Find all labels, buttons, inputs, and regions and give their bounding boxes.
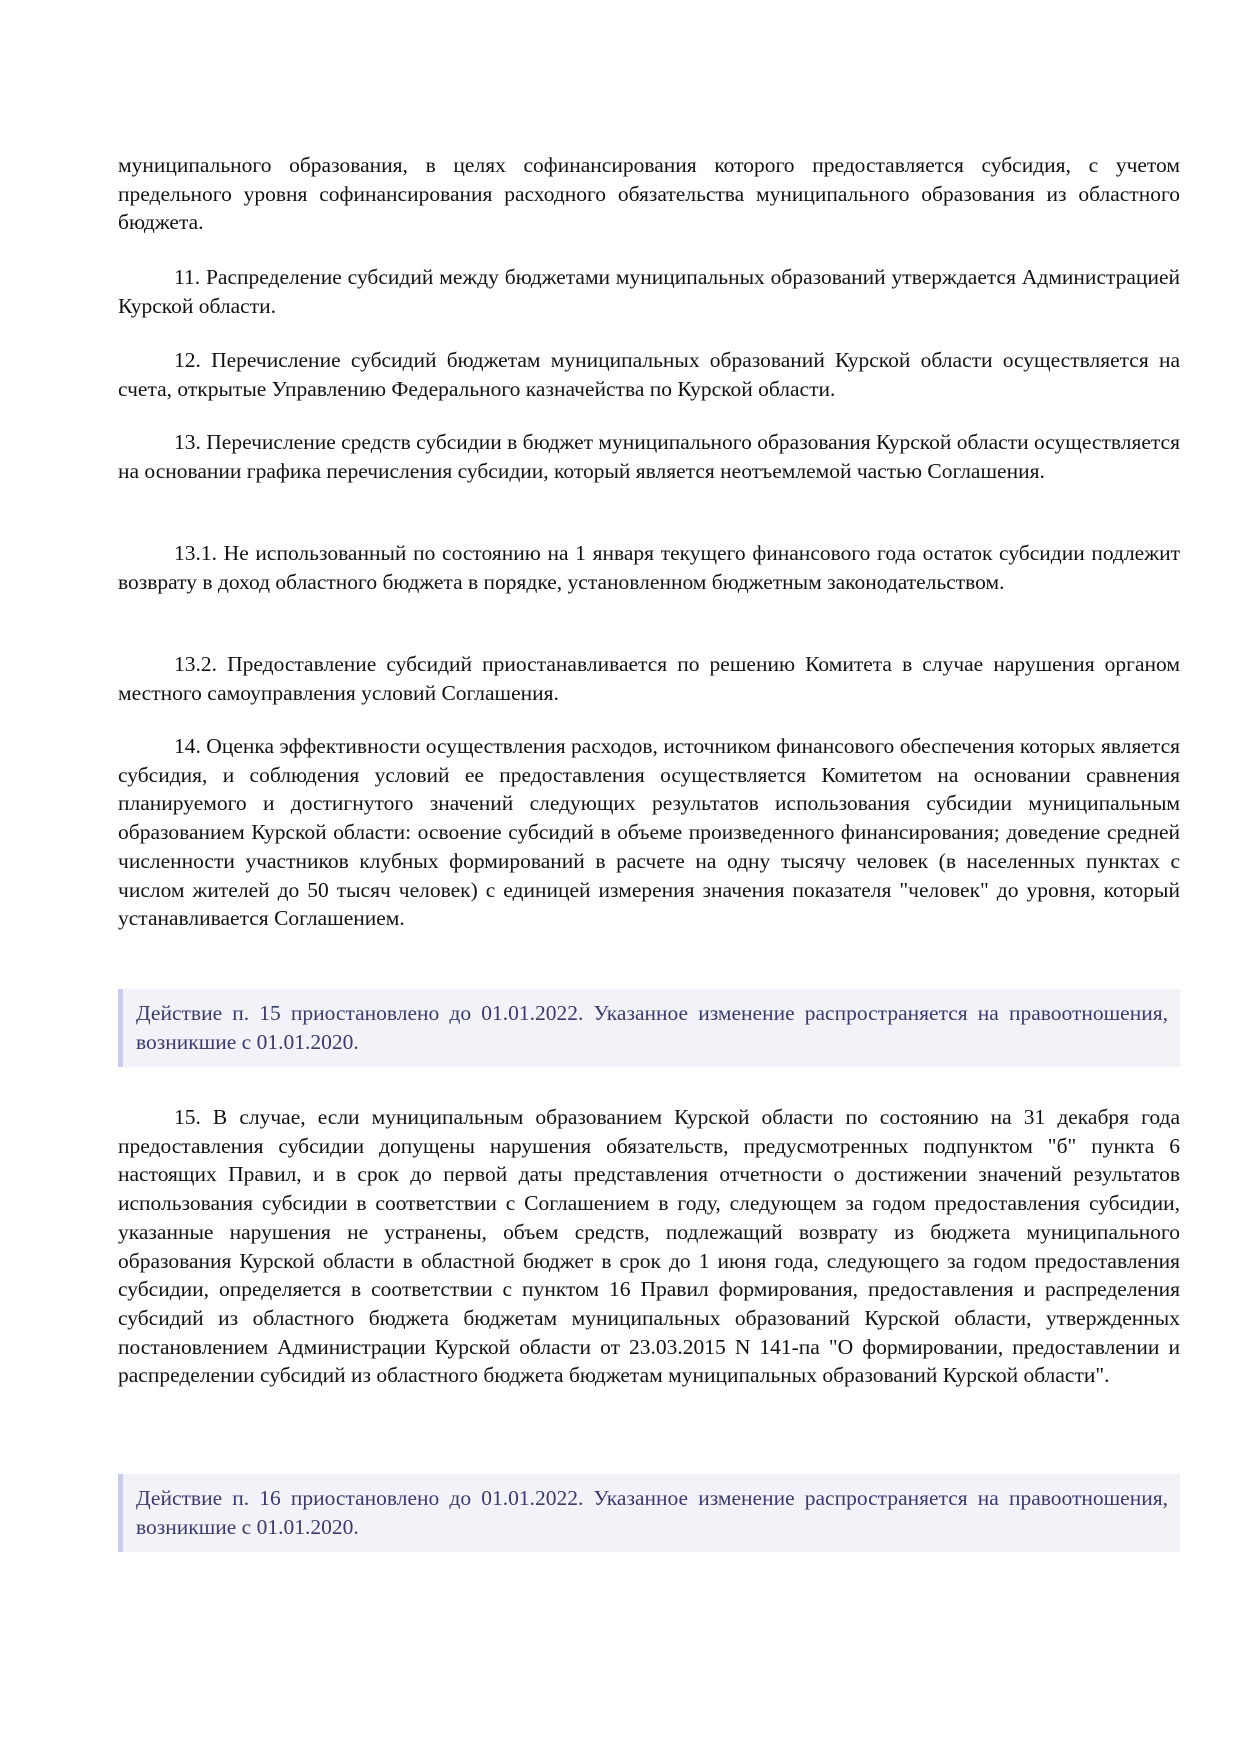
paragraph-continuation: муниципального образования, в целях софинансирования которого предоставляется субсидия, с учетом предельного уровня софинансирования расходного обязательства муниципального образования из областного бюджета. <box>118 153 1180 235</box>
paragraph-12: 12. Перечисление субсидий бюджетам муниципальных образований Курской области осуществляется на счета, открытые Управлению Федерального казначейства по Курской области. <box>118 348 1180 401</box>
paragraph-15: 15. В случае, если муниципальным образованием Курской области по состоянию на 31 декабря года предоставления субсидии допущены нарушения обязательств, предусмотренных подпунктом "б" пункта 6 настоящих Правил, и в срок до первой даты представления отчетности о достижении значений результатов использования субсидии в соответствии с Соглашением в году, следующем за годом предоставления субсидии, указанные нарушения не устранены, объем средств, подлежащий возврату из бюджета муниципального образования Курской области в областной бюджет в срок до 1 июня года, следующего за годом предоставления субсидии, определяется в соответствии с пунктом 16 Правил формирования, предоставления и распределения субсидий из областного бюджета бюджетам муниципальных образований Курской области, утвержденных постановлением Администрации Курской области от 23.03.2015 N 141-па "О формировании, предоставлении и распределении субсидий из областного бюджета бюджетам муниципальных образований Курской области". <box>118 1105 1180 1388</box>
suspension-note-15 <box>118 989 1180 1067</box>
suspension-note-text: Действие п. 15 приостановлено до 01.01.2022. Указанное изменение распространяется на правоотношения, возникшие с 01.01.2020. <box>136 1001 1168 1054</box>
paragraph-13-1: 13.1. Не использованный по состоянию на 1 января текущего финансового года остаток субсидии подлежит возврату в доход областного бюджета в порядке, установленном бюджетным законодательством. <box>118 541 1180 594</box>
paragraph-13: 13. Перечисление средств субсидии в бюджет муниципального образования Курской области осуществляется на основании графика перечисления субсидии, который является неотъемлемой частью Соглашения. <box>118 430 1180 483</box>
paragraph-13-2: 13.2. Предоставление субсидий приостанавливается по решению Комитета в случае нарушения органом местного самоуправления условий Соглашения. <box>118 652 1180 705</box>
suspension-note-text: Действие п. 16 приостановлено до 01.01.2022. Указанное изменение распространяется на правоотношения, возникшие с 01.01.2020. <box>136 1486 1168 1539</box>
paragraph-14: 14. Оценка эффективности осуществления расходов, источником финансового обеспечения которых является субсидия, и соблюдения условий ее предоставления осуществляется Комитетом на основании сравнения планируемого и достигнутого значений следующих результатов использования субсидии муниципальным образованием Курской области: освоение субсидий в объеме произведенного финансирования; доведение средней численности участников клубных формирований в расчете на одну тысячу человек (в населенных пунктах с числом жителей до 50 тысяч человек) с единицей измерения значения показателя "человек" до уровня, который устанавливается Соглашением. <box>118 734 1180 931</box>
suspension-note-16 <box>118 1474 1180 1552</box>
paragraph-11: 11. Распределение субсидий между бюджетами муниципальных образований утверждается Администрацией Курской области. <box>118 265 1180 318</box>
